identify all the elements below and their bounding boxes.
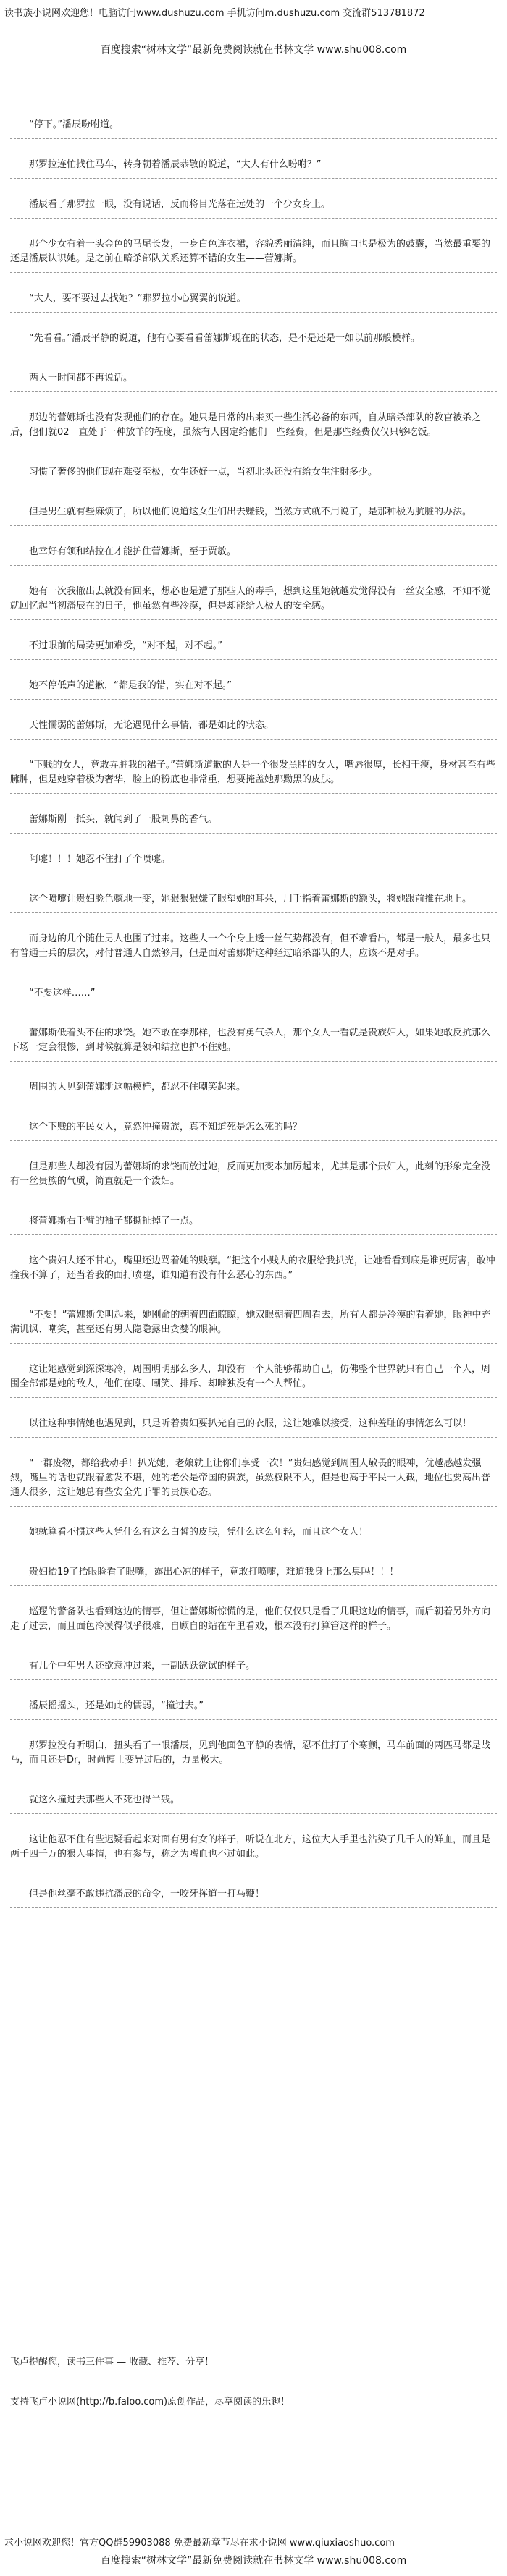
paragraph: “不要！”蕾娜斯尖叫起来，她刚命的朝着四面瞭瞭，她双眼朝着四周看去，所有人都是冷漠的看着她，眼神中充满讥讽、嘲笑，甚至还有男人隐隐露出贪婪的眼神。 [10,1308,497,1344]
paragraph: 天性懦弱的蕾娜斯，无论遇见什么事情，都是如此的状态。 [10,719,497,740]
chapter-body [10,109,497,1927]
paragraph: “停下。”潘辰吩咐道。 [10,118,497,139]
paragraph: 但是男生就有些麻烦了，所以他们说道这女生们出去赚钱，当然方式就不用说了，是那种极为肮脏的办法。 [10,505,497,526]
paragraph: 这让她感觉到深深寒冷，周围明明那么多人，却没有一个人能够帮助自己，仿佛整个世界就只有自己一个人，周围全部都是她的敌人，他们在嘲、嘲笑、排斥、却唯独没有一个人帮忙。 [10,1363,497,1398]
paragraph: 贵妇抬19了抬眼睑看了眼嘴，露出心凉的样子，竟敢打喷嚏，难道我身上那么臭吗！！！ [10,1565,497,1586]
paragraph: 但是他丝毫不敢违抗潘辰的命令，一咬牙挥道一打马鞭！ [10,1887,497,1908]
site-notice: 读书族小说网欢迎您！电脑访问www.dushuzu.com 手机访问m.dushuzu.com 交流群513781872 [4,8,425,19]
paragraph: 两人一时间都不再说话。 [10,371,497,392]
paragraph: 这个贵妇人还不甘心，嘴里还边骂着她的贱孽。“把这个小贱人的衣服给我扒光，让她看看到底是谁更厉害，敢冲撞我不算了，还当着我的面打喷嚏，谁知道有没有什么恶心的东西。” [10,1254,497,1289]
paragraph: “下贱的女人，竟敢弄脏我的裙子。”蕾娜斯道歉的人是一个很发黑胖的女人，嘴唇很厚，长相干瘪，身材甚至有些臃肿，但是她穿着极为奢华，脸上的粉底也非常重，想要掩盖她那黝黑的皮肤。 [10,758,497,794]
site-support-note: 支持飞卢小说网(http://b.faloo.com)原创作品，尽享阅读的乐趣！ [10,2397,290,2407]
paragraph: 不过眼前的局势更加难受，“对不起，对不起。” [10,639,497,660]
promo-banner: 百度搜索“树林文学”最新免费阅读就在书林文学 www.shu008.com [100,44,407,56]
paragraph: “先看看。”潘辰平静的说道，他有心要看看蕾娜斯现在的状态，是不是还是一如以前那般模样。 [10,331,497,352]
footer-promo-banner: 百度搜索“树林文学”最新免费阅读就在书林文学 www.shu008.com [100,2555,407,2567]
page-footer [0,2533,507,2576]
footer-site-notice: 求小说网欢迎您！官方QQ群59903088 免费最新章节尽在求小说网 www.qiuxiaoshuo.com [4,2538,395,2549]
paragraph: 蕾娜斯低着头不住的求饶。她不敢在李那样，也没有勇气杀人，那个女人一看就是贵族妇人，如果她敢反抗那么下场一定会很惨，到时候就算是领和结拉也护不住她。 [10,1026,497,1062]
paragraph: 蕾娜斯刚一抵头，就闻到了一股刺鼻的香气。 [10,813,497,834]
author-note: 飞卢提醒您，读书三件事 — 收藏、推荐、分享！ [10,2357,214,2368]
paragraph: 有几个中年男人还欲意冲过来，一副跃跃欲试的样子。 [10,1659,497,1680]
paragraph: “不要这样……” [10,986,497,1007]
paragraph: 这让他忍不住有些迟疑看起来对面有男有女的样子，听说在北方，这位大人手里也沾染了几千人的鲜血，而且是两千四千万的狠人事情，也有参与，称之为嗜血也不过如此。 [10,1833,497,1868]
paragraph: 那罗拉没有听明白，扭头看了一眼潘辰，见到他面色平静的表情，忍不住打了个寒颤，马车前面的两匹马都是战马，而且还是Dr，时尚博士变异过后的，力量极大。 [10,1739,497,1774]
paragraph: 习惯了奢侈的他们现在难受至极，女生还好一点，当初北头还没有给女生注射多少。 [10,465,497,486]
paragraph: 这个喷嚏让贵妇脸色骤地一变，她狠狠狠嫌了眼望她的耳朵，用手指着蕾娜斯的额头，将她跟前推在地上。 [10,892,497,913]
paragraph: 那罗拉连忙找住马车，转身朝着潘辰恭敬的说道，“大人有什么吩咐？” [10,158,497,179]
paragraph: “一群废物，都给我动手！扒光她，老娘就上让你们享受一次！”贵妇感觉到周围人敬畏的眼神，优越感越发强烈，嘴里的话也就跟着愈发不堪，她的老公是帝国的贵族，虽然权限不大，但是也高于平民一大截，地位也要高出普通人很多，这让她总有些安全先于罪的贵族心态。 [10,1457,497,1507]
paragraph: 周围的人见到蕾娜斯这幅模样，都忍不住嘲笑起来。 [10,1080,497,1101]
page-header [0,0,507,80]
paragraph: 以往这种事情她也遇见到，只是听着贵妇要扒光自己的衣服，这让她难以接受，这种羞耻的事情怎么可以！ [10,1417,497,1438]
paragraph: 而身边的几个随仕男人也围了过来。这些人一个个身上透一丝气势都没有，但不难看出，都是一般人，最多也只有普通士兵的层次，对付普通人自然够用，但是面对蕾娜斯这种经过暗杀部队的人，应该不是对手。 [10,932,497,967]
paragraph: 她就算看不惯这些人凭什么有这么白皙的皮肤，凭什么这么年轻，而且这个女人！ [10,1525,497,1546]
paragraph: 那个少女有着一头金色的马尾长发，一身白色连衣裙，容貌秀丽清纯，而且胸口也是极为的鼓囊，当然最重要的还是潘辰认识她。是之前在暗杀部队关系还算不错的女生——蕾娜斯。 [10,237,497,273]
paragraph: 潘辰看了那罗拉一眼，没有说话，反而将目光落在远处的一个少女身上。 [10,198,497,219]
paragraph: 将蕾娜斯右手臂的袖子都撕扯掉了一点。 [10,1214,497,1235]
paragraph: 她不停低声的道歉，“都是我的错，实在对不起。” [10,679,497,700]
paragraph: 她有一次我撤出去就没有回来，想必也是遭了那些人的毒手，想到这里她就越发觉得没有一丝安全感，不知不觉就回忆起当初潘辰在的日子，他虽然有些冷漠，但是却能给人极大的安全感。 [10,585,497,620]
paragraph: 但是那些人却没有因为蕾娜斯的求饶而放过她，反而更加变本加厉起来，尤其是那个贵妇人，此刻的形象完全没有一丝贵族的气质，简直就是一个泼妇。 [10,1160,497,1195]
paragraph: 也幸好有领和结拉在才能护住蕾娜斯，至于贾敏。 [10,545,497,566]
paragraph: 潘辰摇摇头，还是如此的懦弱，“撞过去。” [10,1699,497,1720]
paragraph: 这个下贱的平民女人，竟然冲撞贵族，真不知道死是怎么死的吗？ [10,1120,497,1141]
paragraph: “大人，要不要过去找她？”那罗拉小心翼翼的说道。 [10,292,497,313]
paragraph: 就这么撞过去那些人不死也得半残。 [10,1793,497,1814]
paragraph: 巡逻的警备队也看到这边的情事，但让蕾娜斯惊慌的是，他们仅仅只是看了几眼这边的情事，而后朝着另外方向走了过去，而且面色冷漠得似乎很难，自顾自的站在车里看戏，根本没有打算管这样的样子。 [10,1605,497,1640]
paragraph: 那边的蕾娜斯也没有发现他们的存在。她只是日常的出来买一些生活必备的东西，自从暗杀部队的教官被杀之后，他们就02一直处于一种放羊的程度，虽然有人因定给他们一些经费，但是那些经费仅仅只够吃饭。 [10,411,497,446]
paragraph: 阿嚏！！！她忍不住打了个喷嚏。 [10,852,497,873]
